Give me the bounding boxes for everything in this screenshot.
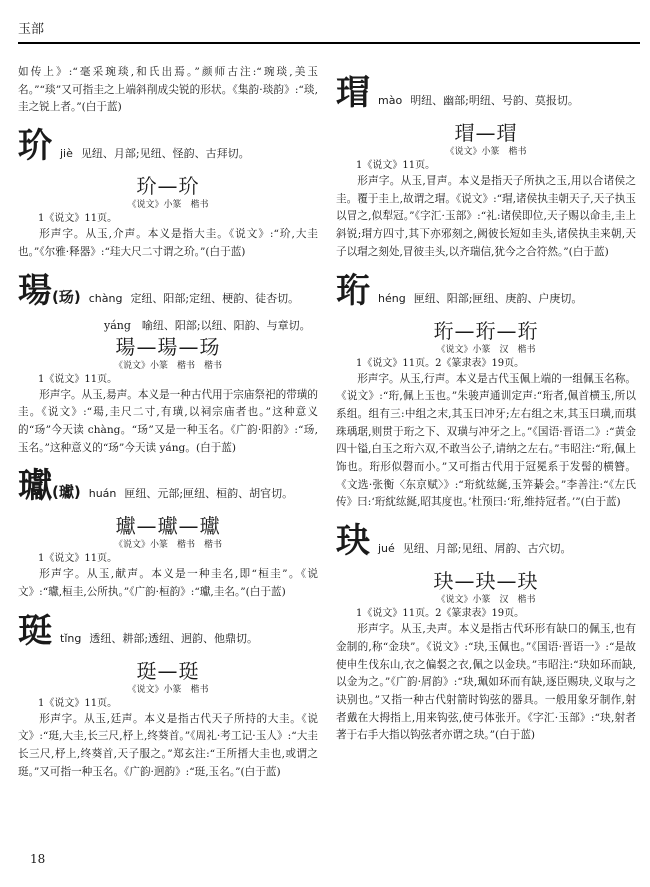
phonology: 透纽、耕部;透纽、迥韵、他鼎切。 [89, 631, 259, 645]
head-character: 珩 [336, 270, 370, 311]
dictionary-entry [336, 72, 636, 262]
phonology: 匣纽、元部;匣纽、桓韵、胡官切。 [124, 487, 294, 501]
dictionary-entry [18, 465, 318, 601]
alt-reading: yáng 喻纽、阳部;以纽、阳韵、与章切。 [104, 318, 311, 332]
entry-body: 形声字。从玉,行声。本义是古代玉佩上端的一组佩玉名称。《说文》:“珩,佩上玉也。”朱骏声通训定声:“珩者,佩首横玉,所以系组。组有三:中组之末,其玉曰冲牙;左右组之末,其玉曰璜,而琪珠瑀琚,则贯于珩之下、双璜与冲牙之上。”《国语·晋语二》:“黄金四十镒,白玉之珩六双,不敢当公子,请纳之左右。”韦昭注:“珩,佩上饰也。珩形似磬而小。”又可指古代用于冠冕系于发髻的横簪。《文选·张衡〈东京赋〉》:“珩紞纮綖,玉笄綦会。”李善注:“《左氏传》曰:‘珩紞纮綖,昭其度也。’杜预曰:‘珩,维持冠者。’”(白于蓝) [336, 372, 636, 509]
entry-body: 形声字。从玉,夬声。本义是指古代环形有缺口的佩玉,也有金制的,称“金玦”。《说文》:“玦,玉佩也。”《国语·晋语一》:“是故使申生伐东山,衣之偏裻之衣,佩之以金玦。”韦昭注:“玦如环而缺,以金为之。”《广韵·屑韵》:“玦,珮如环而有缺,逐臣赐玦,义取与之诀别也。”又指一种古代射箭时钩弦的器具。一般用象牙制作,射者戴在大拇指上,用来钩弦,使弓体张开。《字汇·玉部》:“玦,射者著于右手大指以钩弦者亦谓之玦。”(白于蓝) [336, 623, 636, 742]
entry-headline [18, 125, 318, 173]
entry-body: 形声字。从玉,冒声。本义是指天子所执之玉,用以合诸侯之圭。覆于圭上,故谓之瑁。《说文》:“瑁,诸侯执圭朝天子,天子执玉以冒之,似犁冠。”《字汇·玉部》:“礼:诸侯即位,天子赐以命圭,圭上斜锐;瑁方四寸,其下亦邪刻之,阙彼长短如圭头,诸侯执圭来朝,天子以瑁之刻处,冒彼圭头,以齐瑞信,犹今之合符然。”(白于蓝) [336, 175, 636, 258]
running-header [18, 4, 640, 44]
simplified-variant: (玚) [52, 287, 81, 306]
source-citation: 1《说文》11页。2《篆隶表》19页。 [356, 357, 525, 369]
script-forms: 珩—珩—珩 [433, 318, 539, 343]
pinyin: mào [378, 94, 403, 107]
simplified-variant: (瓛) [52, 483, 81, 502]
pinyin: héng [378, 291, 406, 305]
script-forms-caption: 《说文》小篆 楷书 [127, 200, 209, 211]
source-citation: 1《说文》11页。2《篆隶表》19页。 [356, 608, 525, 620]
entry-headline [336, 72, 636, 120]
section-title: 玉部 [18, 22, 45, 37]
entry-body: 形声字。从玉,介声。本义是指大圭。《说文》:“玠,大圭也。”《尔雅·释器》:“珪大尺二寸谓之玠。”(白于蓝) [18, 228, 318, 258]
right-column [336, 64, 636, 745]
script-forms-caption: 《说文》小篆 楷书 [127, 684, 209, 695]
script-forms-caption: 《说文》小篆 楷书 [445, 147, 527, 157]
intro-paragraph: 如传上》:“毫采琬琰,和氏出焉。”颜师古注:“琬琰,美玉名。”“琰”又可指圭之上端斜削成尖锐的形状。《集韵·琰韵》:“琰,圭之锐上者。”(白于蓝) [18, 66, 318, 114]
head-character: 玠 [18, 126, 52, 167]
phonology: 见纽、月部;见纽、怪韵、古拜切。 [80, 147, 250, 161]
head-character: 瑁 [336, 73, 370, 113]
script-forms-caption: 《说文》小篆 汉 楷书 [436, 344, 536, 355]
dictionary-entry [18, 125, 318, 261]
dictionary-entry [18, 270, 318, 458]
phonology: 定纽、阳部;定纽、梗韵、徒杏切。 [130, 291, 300, 305]
pinyin: tǐng [60, 631, 82, 645]
entry-headline [18, 610, 318, 658]
phonology: 明纽、幽部;明纽、号韵、莫报切。 [410, 94, 579, 107]
head-character: 玦 [336, 521, 370, 562]
script-forms: 瓛—瓛—瓛 [115, 514, 221, 539]
pinyin: chàng [88, 291, 123, 305]
head-character: 瑒(玚) [18, 270, 81, 311]
source-citation: 1《说文》11页。 [356, 160, 436, 171]
entry-headline [18, 465, 318, 513]
entry-body: 形声字。从玉,献声。本义是一种圭名,即“桓圭”。《说文》:“瓛,桓圭,公所执。”《广韵·桓韵》:“瓛,圭名。”(白于蓝) [18, 568, 318, 599]
script-forms-caption: 《说文》小篆 汉 楷书 [436, 595, 536, 606]
entry-body: 形声字。从玉,昜声。本义是一种古代用于宗庙祭祀的带璜的圭。《说文》:“瑒,圭尺二寸,有璜,以祠宗庙者也。”这种意义的“玚”今天读 chàng。“玚”又是一种玉名。《广韵·阳韵》:“玚,玉名。”这种意义的“玚”今天读 yáng。(白于蓝) [18, 388, 318, 454]
script-forms: 珽—珽 [136, 658, 200, 683]
entry-headline [336, 520, 636, 568]
head-character: 珽 [18, 610, 52, 651]
script-forms: 玠—玠 [136, 174, 200, 199]
pinyin: jiè [60, 147, 73, 161]
source-citation: 1《说文》11页。 [38, 553, 118, 565]
script-forms: 玦—玦—玦 [433, 569, 539, 594]
source-citation: 1《说文》11页。 [38, 697, 118, 709]
pinyin: jué [378, 542, 395, 556]
script-forms: 瑒—瑒—玚 [115, 334, 221, 359]
dictionary-entry [336, 520, 636, 745]
source-citation: 1《说文》11页。 [38, 213, 118, 225]
entry-body: 形声字。从玉,廷声。本义是指古代天子所持的大圭。《说文》:“珽,大圭,长三尺,杼上,终葵首。”《周礼·考工记·玉人》:“大圭长三尺,杼上,终葵首,天子服之。”郑玄注:“王所搢大圭也,或谓之珽。”又可指一种玉名。《广韵·迥韵》:“珽,玉名。”(白于蓝) [18, 712, 318, 778]
pinyin: huán [88, 487, 117, 501]
entry-headline [336, 270, 636, 318]
head-character: 瓛(瓛) [18, 466, 81, 507]
dictionary-entry [336, 270, 636, 513]
phonology: 见纽、月部;见纽、屑韵、古穴切。 [402, 542, 572, 556]
script-forms-caption: 《说文》小篆 楷书 楷书 [113, 360, 222, 371]
left-column [18, 64, 318, 782]
phonology: 匣纽、阳部;匣纽、庚韵、户庚切。 [413, 291, 583, 305]
entry-headline [18, 270, 318, 318]
page-number: 18 [30, 852, 46, 866]
source-citation: 1《说文》11页。 [38, 373, 118, 385]
dictionary-entry [18, 610, 318, 782]
script-forms: 瑁—瑁 [454, 121, 518, 145]
script-forms-caption: 《说文》小篆 楷书 楷书 [113, 540, 222, 551]
